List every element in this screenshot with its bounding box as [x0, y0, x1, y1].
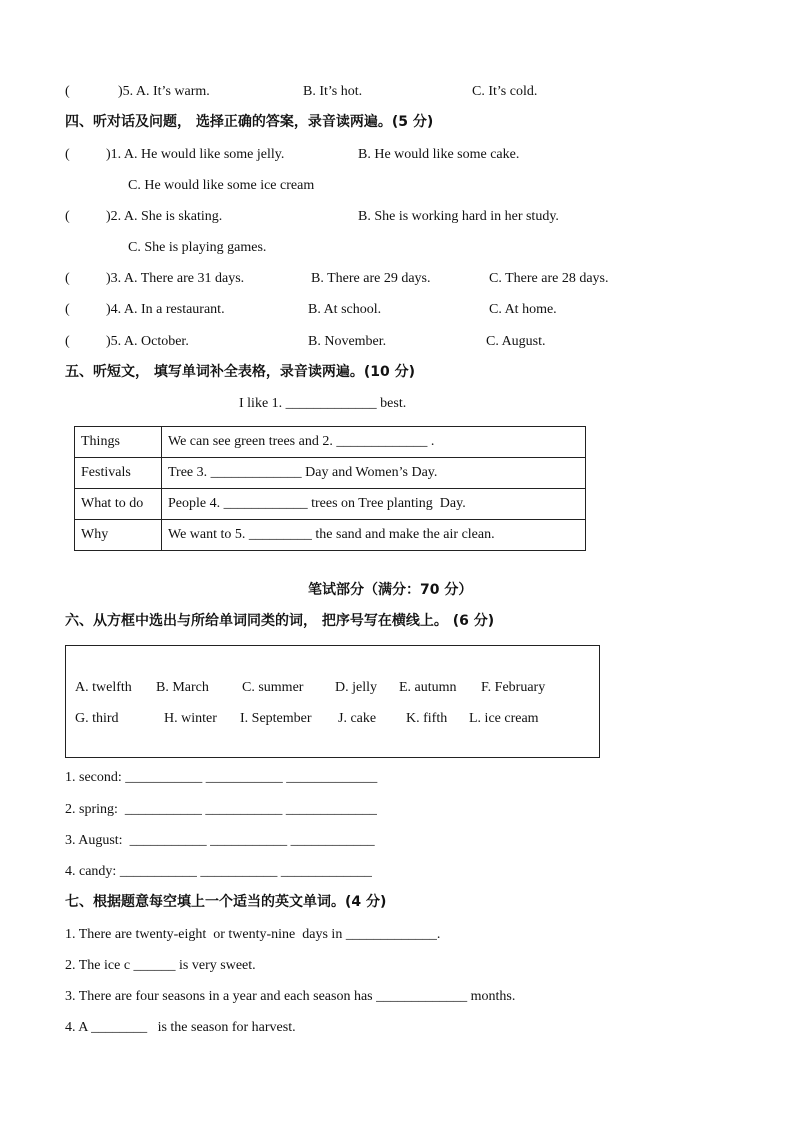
word-option: B. March: [156, 680, 209, 695]
s7-question-1: 1. There are twenty-eight or twenty-nine days in _____________.: [65, 927, 441, 942]
table-row: [75, 520, 586, 551]
table-cell: People 4. ____________ trees on Tree planting Day.: [162, 489, 586, 520]
word-option: F. February: [481, 680, 546, 695]
s4-q3-option-c: C. There are 28 days.: [489, 271, 609, 286]
s4-q5-option-b: B. November.: [308, 334, 387, 349]
word-option: A. twelfth: [75, 680, 132, 695]
s4-q3-paren: (: [65, 271, 70, 286]
table-cell: We can see green trees and 2. _____________ .: [162, 427, 586, 458]
table-cell: Tree 3. _____________ Day and Women’s Day.: [162, 458, 586, 489]
s4-q2-paren: (: [65, 209, 70, 224]
s7-question-3: 3. There are four seasons in a year and each season has _____________ months.: [65, 989, 516, 1004]
s4-q1-option-a: )1. A. He would like some jelly.: [106, 147, 285, 162]
s4-q1-paren: (: [65, 147, 70, 162]
s4-q4-option-b: B. At school.: [308, 302, 382, 317]
section6-heading: 六、从方框中选出与所给单词同类的词， 把序号写在横线上。 (6 分): [65, 613, 495, 629]
top-item-option-c: C. It’s cold.: [472, 84, 538, 99]
s4-q2-option-a: )2. A. She is skating.: [106, 209, 223, 224]
s6-question-4: 4. candy: ___________ ___________ _____________: [65, 864, 372, 879]
section4-heading: 四、听对话及问题， 选择正确的答案，录音读两遍。(5 分): [65, 114, 434, 130]
table-label: What to do: [75, 489, 162, 520]
s4-q2-option-b: B. She is working hard in her study.: [358, 209, 559, 224]
table-cell: We want to 5. _________ the sand and make the air clean.: [162, 520, 586, 551]
word-option: H. winter: [164, 711, 217, 726]
top-item-option-a: )5. A. It’s warm.: [118, 84, 210, 99]
top-item-option-b: B. It’s hot.: [303, 84, 363, 99]
written-part-title: 笔试部分（满分：70 分）: [308, 582, 473, 598]
s4-q2-option-c: C. She is playing games.: [128, 240, 267, 255]
section7-heading: 七、根据题意每空填上一个适当的英文单词。(4 分): [65, 894, 387, 910]
listening-table: [74, 426, 586, 551]
s4-q1-option-c: C. He would like some ice cream: [128, 178, 315, 193]
word-option: K. fifth: [406, 711, 448, 726]
section5-heading: 五、听短文， 填写单词补全表格，录音读两遍。(10 分): [65, 364, 416, 380]
s7-question-4: 4. A ________ is the season for harvest.: [65, 1020, 296, 1035]
table-label: Things: [75, 427, 162, 458]
word-option: C. summer: [242, 680, 304, 695]
s6-question-1: 1. second: ___________ ___________ _____________: [65, 770, 378, 785]
word-option: E. autumn: [399, 680, 457, 695]
word-option: G. third: [75, 711, 119, 726]
s4-q1-option-b: B. He would like some cake.: [358, 147, 520, 162]
s4-q4-option-a: )4. A. In a restaurant.: [106, 302, 225, 317]
s4-q4-option-c: C. At home.: [489, 302, 557, 317]
s4-q5-option-a: )5. A. October.: [106, 334, 189, 349]
s4-q4-paren: (: [65, 302, 70, 317]
s6-question-3: 3. August: ___________ ___________ ____________: [65, 833, 375, 848]
table-label: Why: [75, 520, 162, 551]
s7-question-2: 2. The ice c ______ is very sweet.: [65, 958, 256, 973]
s4-q5-option-c: C. August.: [486, 334, 546, 349]
word-option: L. ice cream: [469, 711, 539, 726]
word-option: D. jelly: [335, 680, 377, 695]
s4-q3-option-b: B. There are 29 days.: [311, 271, 431, 286]
table-row: [75, 427, 586, 458]
table-row: [75, 489, 586, 520]
table-row: [75, 458, 586, 489]
s4-q3-option-a: )3. A. There are 31 days.: [106, 271, 245, 286]
section5-intro: I like 1. _____________ best.: [239, 396, 407, 411]
top-item-paren: (: [65, 84, 70, 99]
s6-question-2: 2. spring: ___________ ___________ _____________: [65, 802, 377, 817]
s4-q5-paren: (: [65, 334, 70, 349]
table-label: Festivals: [75, 458, 162, 489]
word-option: I. September: [240, 711, 312, 726]
word-option: J. cake: [338, 711, 377, 726]
word-box: [65, 645, 600, 758]
